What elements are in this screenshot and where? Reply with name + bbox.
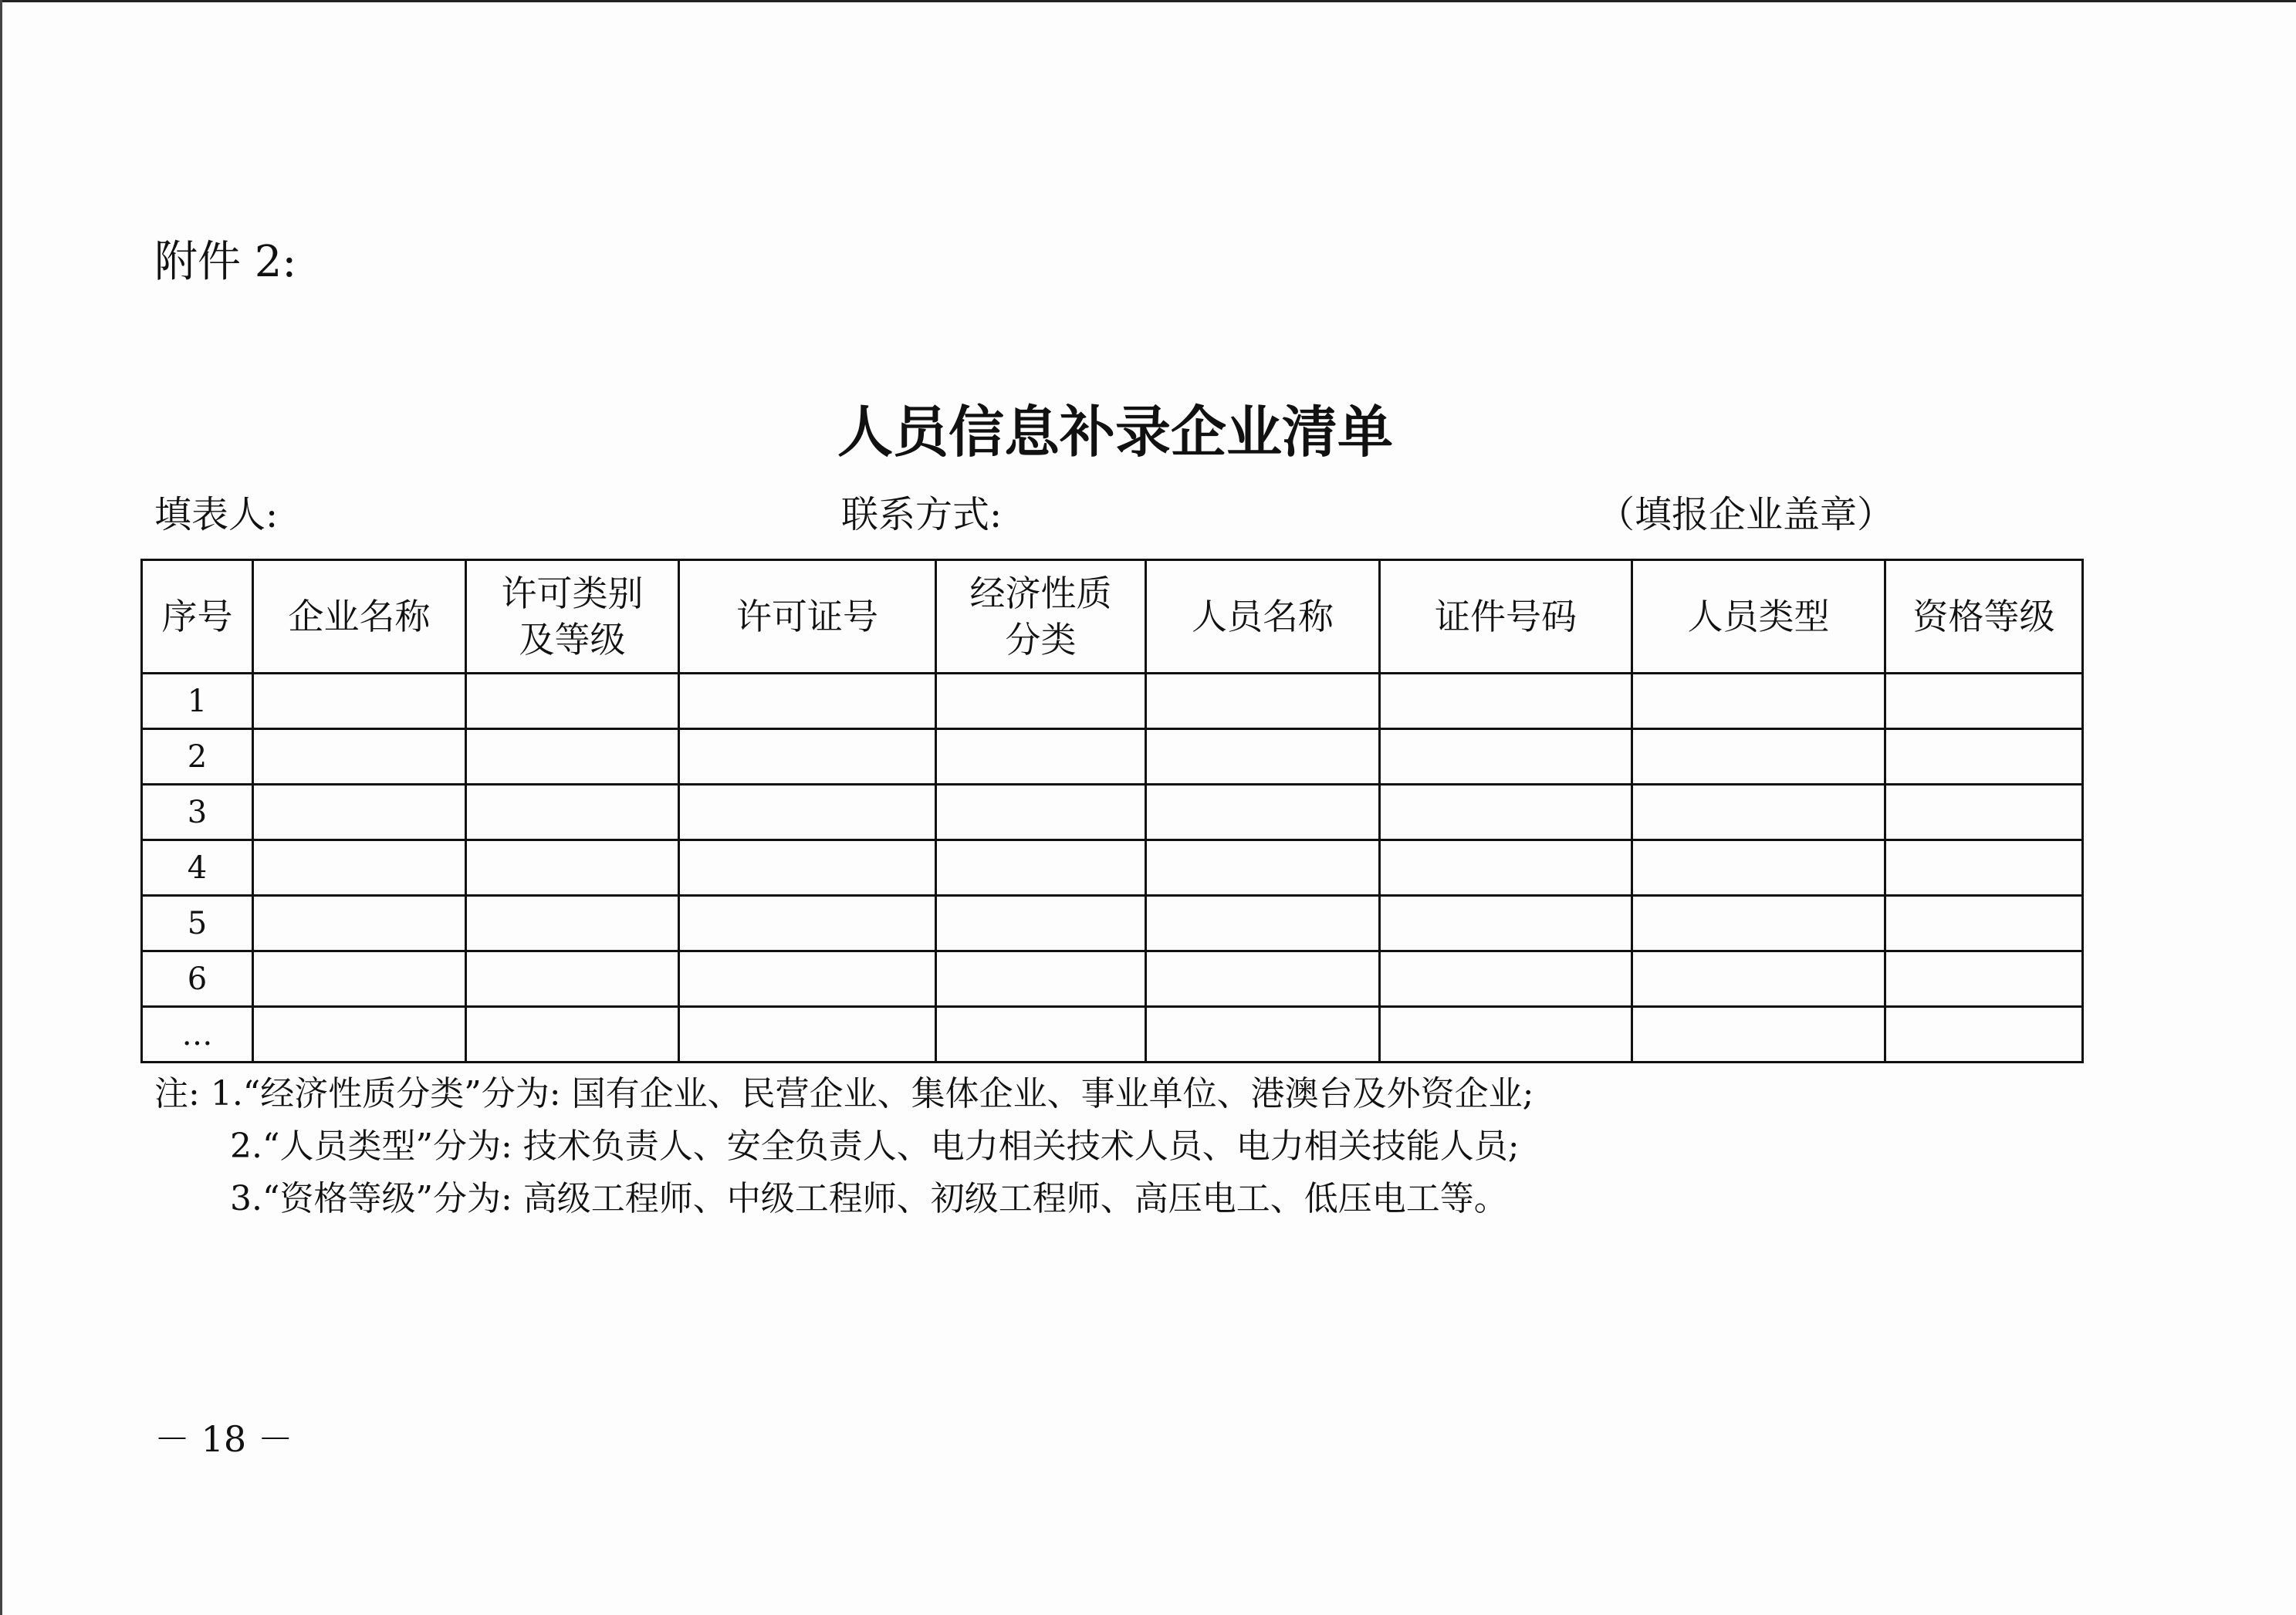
cell-person-name[interactable] bbox=[1146, 785, 1380, 840]
note-line-1 bbox=[154, 1068, 1533, 1120]
cell-company-name[interactable] bbox=[253, 785, 466, 840]
cell-company-name[interactable] bbox=[253, 951, 466, 1007]
cell-license-number[interactable] bbox=[679, 951, 936, 1007]
cell-license-category[interactable] bbox=[466, 896, 679, 951]
cell-economic-type[interactable] bbox=[936, 896, 1146, 951]
table-row bbox=[142, 951, 2083, 1007]
table-row bbox=[142, 896, 2083, 951]
cell-economic-type[interactable] bbox=[936, 785, 1146, 840]
cell-economic-type[interactable] bbox=[936, 1007, 1146, 1063]
cell-license-category[interactable] bbox=[466, 674, 679, 729]
cell-person-type[interactable] bbox=[1632, 674, 1885, 729]
cell-license-category[interactable] bbox=[466, 951, 679, 1007]
cell-id-number[interactable] bbox=[1380, 785, 1632, 840]
cell-license-number[interactable] bbox=[679, 729, 936, 785]
cell-person-name[interactable] bbox=[1146, 951, 1380, 1007]
cell-person-name[interactable] bbox=[1146, 896, 1380, 951]
cell-id-number[interactable] bbox=[1380, 674, 1632, 729]
cell-qualification[interactable] bbox=[1885, 896, 2083, 951]
cell-license-category[interactable] bbox=[466, 729, 679, 785]
cell-person-type[interactable] bbox=[1632, 951, 1885, 1007]
cell-person-name[interactable] bbox=[1146, 674, 1380, 729]
cell-person-type[interactable] bbox=[1632, 840, 1885, 896]
cell-id-number[interactable] bbox=[1380, 729, 1632, 785]
cell-license-number[interactable] bbox=[679, 785, 936, 840]
seal-label: （填报企业盖章） bbox=[1598, 493, 1895, 536]
row-number: 6 bbox=[142, 951, 253, 1007]
cell-company-name[interactable] bbox=[253, 729, 466, 785]
page-number: － 18 － bbox=[154, 1418, 293, 1460]
cell-license-number[interactable] bbox=[679, 840, 936, 896]
cell-license-category[interactable] bbox=[466, 1007, 679, 1063]
table-row bbox=[142, 729, 2083, 785]
cell-economic-type[interactable] bbox=[936, 729, 1146, 785]
table-row bbox=[142, 674, 2083, 729]
cell-qualification[interactable] bbox=[1885, 951, 2083, 1007]
cell-qualification[interactable] bbox=[1885, 840, 2083, 896]
table-header-row bbox=[142, 560, 2083, 674]
notes-section bbox=[154, 1068, 1533, 1225]
cell-qualification[interactable] bbox=[1885, 674, 2083, 729]
cell-company-name[interactable] bbox=[253, 674, 466, 729]
cell-person-name[interactable] bbox=[1146, 729, 1380, 785]
cell-company-name[interactable] bbox=[253, 840, 466, 896]
note-text: 3.“资格等级”分为: 高级工程师、中级工程师、初级工程师、高压电工、低压电工等。 bbox=[230, 1179, 1508, 1218]
header-id-number: 证件号码 bbox=[1380, 560, 1632, 674]
cell-id-number[interactable] bbox=[1380, 840, 1632, 896]
header-person-type: 人员类型 bbox=[1632, 560, 1885, 674]
page-border-top bbox=[0, 0, 2296, 2]
cell-qualification[interactable] bbox=[1885, 729, 2083, 785]
row-number: 3 bbox=[142, 785, 253, 840]
note-text: 2.“人员类型”分为: 技术负责人、安全负责人、电力相关技术人员、电力相关技能人员; bbox=[230, 1127, 1520, 1166]
page-border-left bbox=[0, 0, 2, 1615]
cell-id-number[interactable] bbox=[1380, 1007, 1632, 1063]
cell-company-name[interactable] bbox=[253, 896, 466, 951]
cell-license-number[interactable] bbox=[679, 896, 936, 951]
header-license-number: 许可证号 bbox=[679, 560, 936, 674]
header-license-category: 许可类别 及等级 bbox=[466, 560, 679, 674]
filler-label: 填表人: bbox=[154, 493, 279, 536]
notes-prefix: 注: bbox=[154, 1074, 200, 1113]
table-row bbox=[142, 785, 2083, 840]
table-row bbox=[142, 840, 2083, 896]
row-number: 4 bbox=[142, 840, 253, 896]
row-number: 5 bbox=[142, 896, 253, 951]
header-person-name: 人员名称 bbox=[1146, 560, 1380, 674]
document-title: 人员信息补录企业清单 bbox=[837, 400, 1393, 465]
note-text: 1.“经济性质分类”分为: 国有企业、民营企业、集体企业、事业单位、港澳台及外资企业; bbox=[210, 1074, 1534, 1113]
cell-company-name[interactable] bbox=[253, 1007, 466, 1063]
cell-person-name[interactable] bbox=[1146, 840, 1380, 896]
note-line-3 bbox=[154, 1173, 1533, 1225]
header-economic-type: 经济性质 分类 bbox=[936, 560, 1146, 674]
row-number: 2 bbox=[142, 729, 253, 785]
contact-label: 联系方式: bbox=[841, 493, 1003, 536]
row-number: 1 bbox=[142, 674, 253, 729]
table-row bbox=[142, 1007, 2083, 1063]
header-qualification: 资格等级 bbox=[1885, 560, 2083, 674]
attachment-label: 附件 2: bbox=[154, 237, 297, 287]
cell-person-name[interactable] bbox=[1146, 1007, 1380, 1063]
cell-economic-type[interactable] bbox=[936, 674, 1146, 729]
cell-license-number[interactable] bbox=[679, 674, 936, 729]
cell-economic-type[interactable] bbox=[936, 951, 1146, 1007]
row-number: … bbox=[142, 1007, 253, 1063]
cell-qualification[interactable] bbox=[1885, 1007, 2083, 1063]
cell-economic-type[interactable] bbox=[936, 840, 1146, 896]
personnel-table bbox=[140, 559, 2084, 1063]
cell-person-type[interactable] bbox=[1632, 729, 1885, 785]
cell-qualification[interactable] bbox=[1885, 785, 2083, 840]
cell-license-category[interactable] bbox=[466, 785, 679, 840]
cell-license-number[interactable] bbox=[679, 1007, 936, 1063]
cell-person-type[interactable] bbox=[1632, 785, 1885, 840]
header-serial: 序号 bbox=[142, 560, 253, 674]
cell-person-type[interactable] bbox=[1632, 896, 1885, 951]
header-company-name: 企业名称 bbox=[253, 560, 466, 674]
cell-license-category[interactable] bbox=[466, 840, 679, 896]
note-line-2 bbox=[154, 1120, 1533, 1173]
cell-id-number[interactable] bbox=[1380, 896, 1632, 951]
cell-id-number[interactable] bbox=[1380, 951, 1632, 1007]
cell-person-type[interactable] bbox=[1632, 1007, 1885, 1063]
